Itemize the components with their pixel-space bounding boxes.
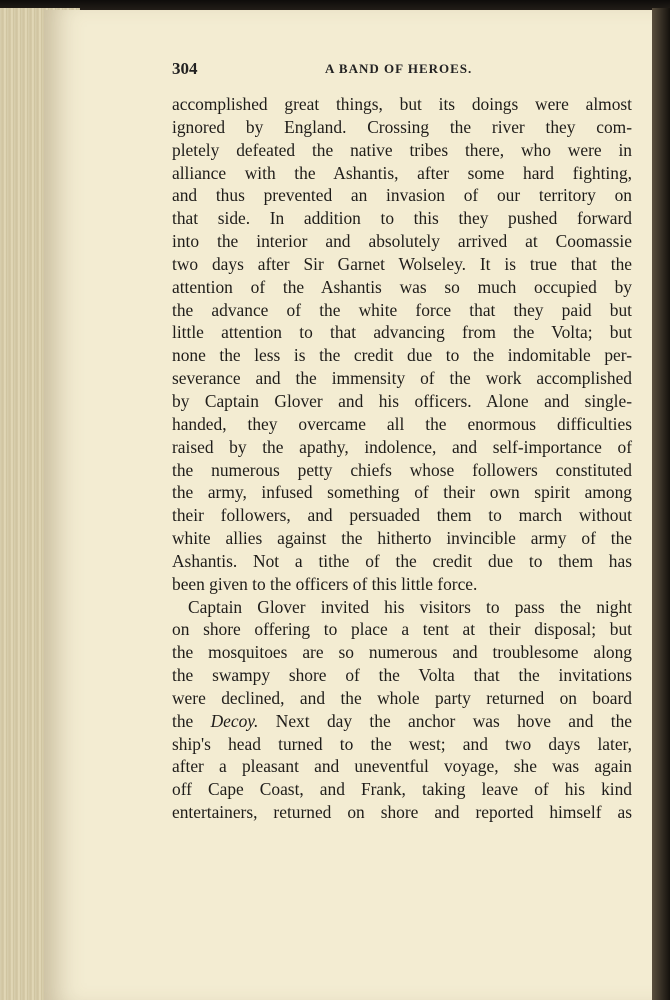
paragraph <box>172 93 632 596</box>
text-line: two days after Sir Garnet Wolseley. It is true that the <box>172 253 632 274</box>
text-line: off Cape Coast, and Frank, taking leave of his kind <box>172 779 632 800</box>
text-fragment: the <box>172 710 211 731</box>
text-line: into the interior and absolutely arrived at Coomassie <box>172 231 632 252</box>
text-line: the numerous petty chiefs whose followers constituted <box>172 459 632 480</box>
text-line: entertainers, returned on shore and reported himself as <box>172 802 632 823</box>
text-line: white allies against the hitherto invincible army of the <box>172 528 632 549</box>
running-head <box>172 59 632 81</box>
text-line: the swampy shore of the Volta that the invitations <box>172 665 632 686</box>
ship-name-italic: Decoy. <box>210 710 259 731</box>
text-line <box>172 710 632 733</box>
text-line: pletely defeated the native tribes there, who were in <box>172 139 632 160</box>
text-line: attention of the Ashantis was so much occupied by <box>172 276 632 297</box>
text-line: alliance with the Ashantis, after some hard fighting, <box>172 162 632 183</box>
text-line: little attention to that advancing from the Volta; but <box>172 322 632 343</box>
page-number: 304 <box>172 59 198 78</box>
text-line: handed, they overcame all the enormous difficulties <box>172 413 632 434</box>
text-line: Ashantis. Not a tithe of the credit due to them has <box>172 550 632 571</box>
text-line: after a pleasant and uneventful voyage, she was again <box>172 756 632 777</box>
gutter-shadow <box>652 8 670 1000</box>
text-line: ship's head turned to the west; and two days later, <box>172 733 632 754</box>
running-title: A BAND OF HEROES. <box>325 61 473 76</box>
text-line: raised by the apathy, indolence, and self-importance of <box>172 436 632 457</box>
text-line: on shore offering to place a tent at their disposal; but <box>172 619 632 640</box>
text-line: the army, infused something of their own spirit among <box>172 482 632 503</box>
body-text <box>172 93 632 824</box>
text-line: were declined, and the whole party returned on board <box>172 687 632 708</box>
text-line: ignored by England. Crossing the river they com- <box>172 116 632 137</box>
text-line: severance and the immensity of the work accomplished <box>172 368 632 389</box>
text-line: been given to the officers of this little force. <box>172 573 478 594</box>
text-line: that side. In addition to this they pushed forward <box>172 208 632 229</box>
text-line: the mosquitoes are so numerous and troublesome along <box>172 642 632 663</box>
text-line: the advance of the white force that they paid but <box>172 299 632 320</box>
paragraph <box>172 596 632 824</box>
text-fragment: Next day the anchor was hove and the <box>258 710 632 731</box>
text-line: none the less is the credit due to the indomitable per- <box>172 345 632 366</box>
text-line: and thus prevented an invasion of our territory on <box>172 185 632 206</box>
text-line: their followers, and persuaded them to march without <box>172 505 632 526</box>
text-line: by Captain Glover and his officers. Alone and single- <box>172 390 632 411</box>
text-line: Captain Glover invited his visitors to pass the night <box>188 596 632 617</box>
text-line: accomplished great things, but its doings were almost <box>172 94 632 114</box>
